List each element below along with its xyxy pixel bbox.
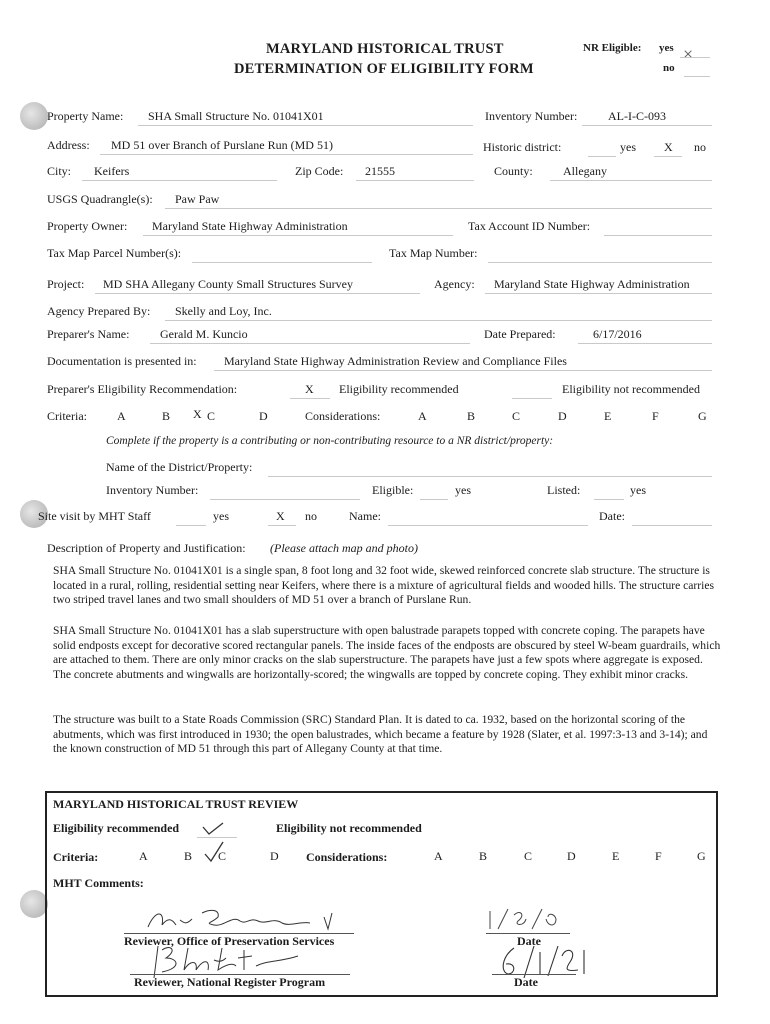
eligibility-not-recommended: Eligibility not recommended — [562, 382, 700, 396]
punch-hole-top — [20, 102, 48, 130]
considerations-d: D — [558, 409, 567, 423]
address-value: MD 51 over Branch of Purslane Run (MD 51) — [111, 138, 333, 152]
nr-eligible-mark: × — [683, 44, 694, 64]
county-label: County: — [494, 164, 533, 178]
inventory-number-value: AL-I-C-093 — [608, 109, 666, 123]
review-criteria-b: B — [184, 849, 193, 863]
usgs-label: USGS Quadrangle(s): — [47, 192, 153, 206]
description-paragraph-1: SHA Small Structure No. 01041X01 is a single span, 8 foot long and 32 foot wide, skewed reinforced concrete slab structure. The structure is located in a rural, rolling, residential setting near Keifers, where there is a mixture of agricultural fields and wooded hills. The structure carries two striped travel lanes and two small shoulders of MD 51 over a branch of Purslane Run. — [53, 564, 715, 607]
project-value: MD SHA Allegany County Small Structures Survey — [103, 277, 353, 291]
considerations-f: F — [652, 409, 659, 423]
zip-code-value: 21555 — [365, 164, 395, 178]
inventory2-label: Inventory Number: — [106, 483, 199, 497]
review-considerations-label: Considerations: — [306, 850, 388, 864]
historic-district-x: X — [664, 140, 673, 154]
reviewer-signature-1 — [140, 905, 340, 935]
historic-district-yes: yes — [620, 140, 636, 154]
review-date-2-label: Date — [514, 975, 538, 989]
considerations-label: Considerations: — [305, 409, 381, 423]
listed-yes: yes — [630, 483, 646, 497]
review-eligibility-recommended: Eligibility recommended — [53, 821, 180, 835]
tax-account-label: Tax Account ID Number: — [468, 219, 591, 233]
review-criteria-label: Criteria: — [53, 850, 99, 864]
criteria-a: A — [117, 409, 126, 423]
county-value: Allegany — [563, 164, 607, 178]
eligible-yes: yes — [455, 483, 471, 497]
review-considerations-d: D — [567, 849, 576, 863]
agency-prepared-by-value: Skelly and Loy, Inc. — [175, 304, 272, 318]
historic-district-label: Historic district: — [483, 140, 562, 154]
description-note: (Please attach map and photo) — [270, 541, 418, 555]
site-visit-x: X — [276, 509, 285, 523]
nr-eligible-label: NR Eligible: — [583, 42, 642, 54]
considerations-a: A — [418, 409, 427, 423]
review-considerations-a: A — [434, 849, 443, 863]
considerations-e: E — [604, 409, 612, 423]
description-paragraph-3: The structure was built to a State Roads Commission (SRC) Standard Plan. It is dated to ca. 1932, based on the horizontal scoring of the abutments, which was first introduced in 1930; the open balustrades, which became a feature by 1928 (Slater, et al. 1997:3-13 and 3-14); and the known construction of MD 51 through this part of Allegany County at that time. — [53, 713, 708, 756]
preparer-name-label: Preparer's Name: — [47, 327, 130, 341]
punch-hole-bottom — [20, 890, 48, 918]
criteria-c: C — [207, 409, 216, 423]
nr-eligible-yes: yes — [659, 42, 674, 54]
agency-prepared-by-label: Agency Prepared By: — [47, 304, 151, 318]
property-owner-label: Property Owner: — [47, 219, 128, 233]
site-visit-no: no — [305, 509, 317, 523]
nr-eligible-no: no — [663, 62, 675, 74]
city-label: City: — [47, 164, 72, 178]
checkmark-icon — [201, 821, 225, 837]
review-criteria-d: D — [270, 849, 279, 863]
property-name-label: Property Name: — [47, 109, 124, 123]
considerations-b: B — [467, 409, 476, 423]
site-visit-name-label: Name: — [349, 509, 381, 523]
criteria-label: Criteria: — [47, 409, 87, 423]
form-title-line1: MARYLAND HISTORICAL TRUST — [266, 41, 504, 57]
project-label: Project: — [47, 277, 85, 291]
reviewer-date-2-handwritten — [494, 942, 594, 982]
agency-label: Agency: — [434, 277, 475, 291]
tax-map-label: Tax Map Number: — [389, 246, 478, 260]
review-criteria-a: A — [139, 849, 148, 863]
criteria-x: X — [193, 407, 202, 421]
date-prepared-value: 6/17/2016 — [593, 327, 642, 341]
criteria-d: D — [259, 409, 268, 423]
reviewer-date-1-handwritten — [484, 905, 564, 935]
site-visit-yes: yes — [213, 509, 229, 523]
reviewer-national-register: Reviewer, National Register Program — [134, 975, 326, 989]
property-name-value: SHA Small Structure No. 01041X01 — [148, 109, 324, 123]
preparer-name-value: Gerald M. Kuncio — [160, 327, 248, 341]
description-paragraph-2: SHA Small Structure No. 01041X01 has a slab superstructure with open balustrade parapets topped with concrete coping. The parapets have solid endposts except for decorative scored rectangular panels. The inside faces of the endposts are obscured by steel W-beam guardrails, which are attached to them. There are only minor cracks on the slab superstructure. The parapets have just a few spots where aggregate is exposed. The concrete abutments and wingwalls are horizontally-scored; the wingwalls are topped by concrete coping. They exhibit minor cracks. — [53, 624, 721, 681]
usgs-value: Paw Paw — [175, 192, 220, 206]
review-considerations-b: B — [479, 849, 488, 863]
review-date-1-label: Date — [517, 934, 541, 948]
eligible-label: Eligible: — [372, 483, 414, 497]
review-considerations-e: E — [612, 849, 620, 863]
reviewer-preservation-services: Reviewer, Office of Preservation Services — [124, 934, 335, 948]
documentation-value: Maryland State Highway Administration Review and Compliance Files — [224, 354, 567, 368]
review-eligibility-not-recommended: Eligibility not recommended — [276, 821, 422, 835]
recommendation-label: Preparer's Eligibility Recommendation: — [47, 382, 238, 396]
form-title-line2: DETERMINATION OF ELIGIBILITY FORM — [234, 61, 534, 77]
inventory-number-label: Inventory Number: — [485, 109, 578, 123]
description-label: Description of Property and Justification: — [47, 541, 246, 555]
eligibility-recommended: Eligibility recommended — [339, 382, 459, 396]
review-considerations-g: G — [697, 849, 706, 863]
mht-comments-label: MHT Comments: — [53, 876, 144, 890]
review-title: MARYLAND HISTORICAL TRUST REVIEW — [53, 797, 299, 811]
district-name-label: Name of the District/Property: — [106, 460, 253, 474]
date-prepared-label: Date Prepared: — [484, 327, 556, 341]
criteria-b: B — [162, 409, 171, 423]
tax-parcel-label: Tax Map Parcel Number(s): — [47, 246, 182, 260]
review-considerations-c: C — [524, 849, 533, 863]
site-visit-date-label: Date: — [599, 509, 625, 523]
historic-district-no: no — [694, 140, 706, 154]
listed-label: Listed: — [547, 483, 581, 497]
property-owner-value: Maryland State Highway Administration — [152, 219, 348, 233]
address-label: Address: — [47, 138, 90, 152]
review-criteria-c: C — [218, 849, 227, 863]
considerations-g: G — [698, 409, 707, 423]
site-visit-label: Site visit by MHT Staff — [38, 509, 151, 523]
recommendation-x: X — [305, 382, 314, 396]
agency-value: Maryland State Highway Administration — [494, 277, 690, 291]
considerations-c: C — [512, 409, 521, 423]
documentation-label: Documentation is presented in: — [47, 354, 197, 368]
review-considerations-f: F — [655, 849, 662, 863]
complete-note: Complete if the property is a contributing or non-contributing resource to a NR district/property: — [106, 435, 554, 447]
city-value: Keifers — [94, 164, 130, 178]
zip-code-label: Zip Code: — [295, 164, 344, 178]
